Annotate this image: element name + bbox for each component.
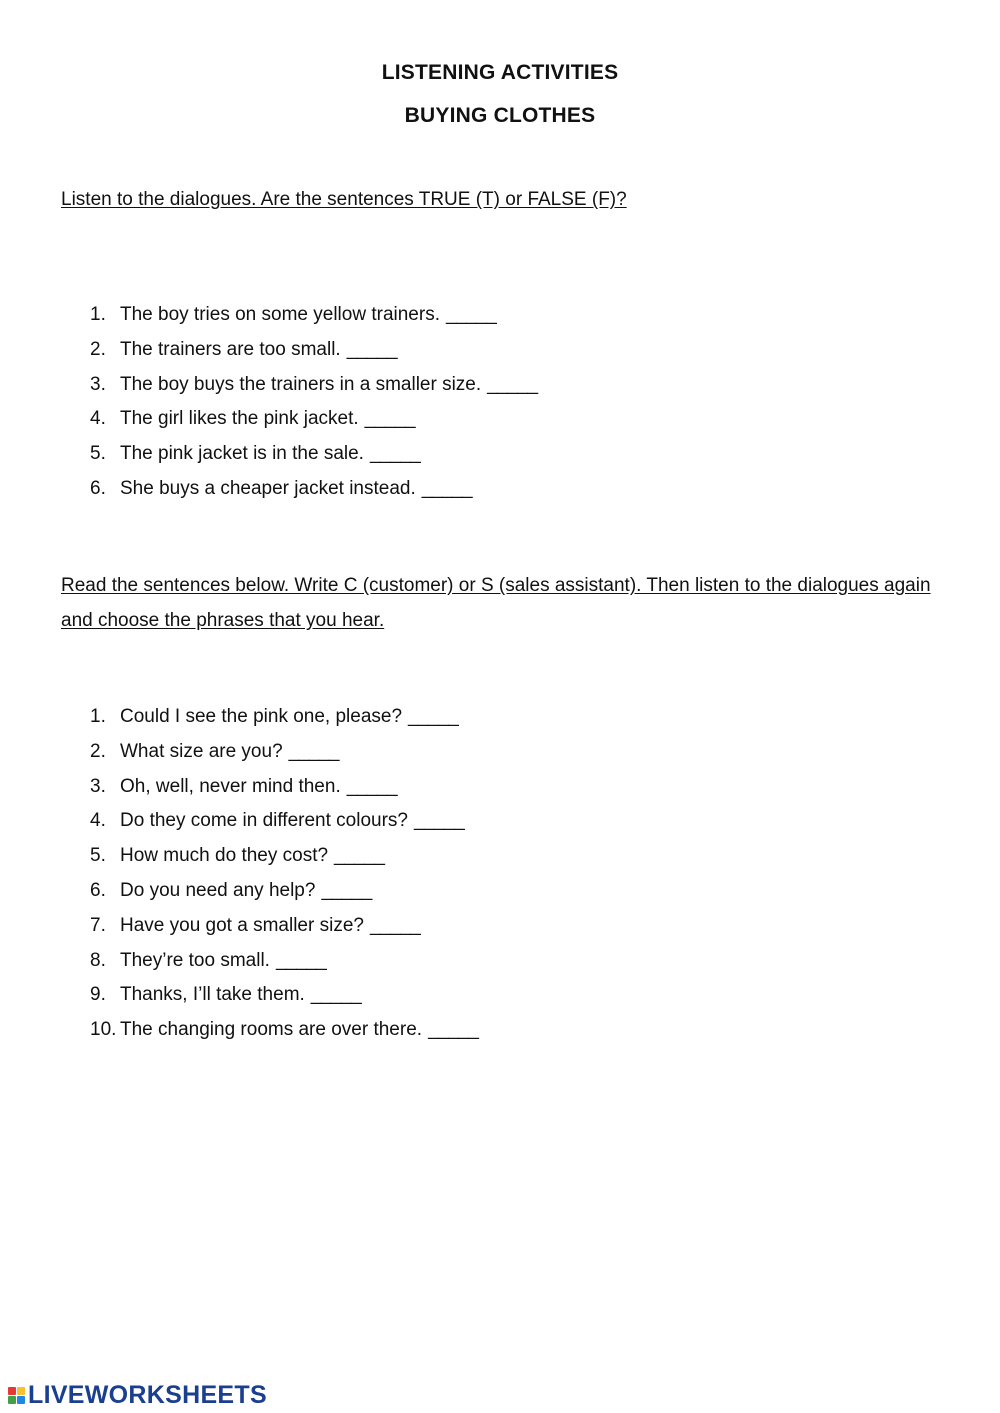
logo-block bbox=[8, 1396, 16, 1404]
question-number: 1. bbox=[90, 706, 106, 727]
list-item bbox=[90, 368, 538, 403]
answer-blank[interactable]: _____ bbox=[310, 984, 362, 1006]
answer-blank[interactable]: _____ bbox=[408, 706, 459, 727]
list-item bbox=[90, 735, 478, 770]
question-text: Could I see the pink one, please? bbox=[120, 706, 403, 727]
question-text: The changing rooms are over there. bbox=[120, 1019, 423, 1041]
question-text: The pink jacket is in the sale. bbox=[120, 443, 364, 465]
customer-assistant-question-list bbox=[90, 700, 478, 1048]
answer-blank[interactable]: _____ bbox=[413, 810, 465, 832]
list-item bbox=[90, 944, 478, 979]
list-item bbox=[90, 978, 478, 1013]
list-item bbox=[90, 402, 538, 437]
list-item bbox=[90, 909, 478, 944]
question-text: Do they come in different colours? bbox=[120, 810, 408, 832]
answer-blank[interactable]: _____ bbox=[445, 304, 497, 325]
page-subtitle: BUYING CLOTHES bbox=[404, 104, 596, 127]
list-item bbox=[90, 700, 478, 735]
answer-blank[interactable]: _____ bbox=[334, 845, 385, 867]
question-number: 2. bbox=[90, 338, 106, 360]
logo-block bbox=[8, 1387, 16, 1395]
question-number: 3. bbox=[90, 775, 106, 797]
question-number: 10. bbox=[90, 1019, 117, 1041]
answer-blank[interactable]: _____ bbox=[369, 914, 421, 936]
list-item bbox=[90, 874, 478, 909]
logo-block bbox=[17, 1396, 25, 1404]
question-text: What size are you? bbox=[120, 740, 283, 762]
question-text: Thanks, I’ll take them. bbox=[120, 984, 305, 1006]
question-number: 4. bbox=[90, 810, 106, 832]
list-item bbox=[90, 298, 538, 333]
answer-blank[interactable]: _____ bbox=[346, 338, 398, 360]
question-number: 3. bbox=[90, 373, 106, 395]
answer-blank[interactable]: _____ bbox=[428, 1019, 479, 1041]
question-number: 5. bbox=[90, 443, 106, 465]
question-text: Have you got a smaller size? bbox=[120, 914, 364, 936]
section2-instruction: Read the sentences below. Write C (customer) or S (sales assistant). Then listen to the dialogues again and choose the phrases that you hear. bbox=[61, 575, 931, 631]
answer-blank[interactable]: _____ bbox=[421, 477, 473, 499]
question-number: 1. bbox=[90, 304, 106, 325]
question-number: 2. bbox=[90, 740, 106, 762]
answer-blank[interactable]: _____ bbox=[275, 949, 327, 971]
question-number: 6. bbox=[90, 879, 106, 901]
list-item bbox=[90, 804, 478, 839]
question-text: She buys a cheaper jacket instead. bbox=[120, 477, 416, 499]
question-text: How much do they cost? bbox=[120, 845, 329, 867]
question-text: They’re too small. bbox=[120, 949, 270, 971]
question-number: 6. bbox=[90, 477, 106, 499]
question-number: 7. bbox=[90, 914, 106, 936]
question-number: 4. bbox=[90, 408, 106, 430]
list-item bbox=[90, 770, 478, 805]
logo-block bbox=[17, 1387, 25, 1395]
question-number: 9. bbox=[90, 984, 106, 1006]
question-text: The boy tries on some yellow trainers. bbox=[120, 304, 440, 325]
section1-instruction: Listen to the dialogues. Are the sentences TRUE (T) or FALSE (F)? bbox=[61, 189, 627, 210]
list-item bbox=[90, 839, 478, 874]
answer-blank[interactable]: _____ bbox=[487, 373, 538, 395]
logo-blocks-icon bbox=[8, 1387, 25, 1404]
list-item bbox=[90, 333, 538, 368]
question-text: The boy buys the trainers in a smaller size. bbox=[120, 373, 482, 395]
list-item bbox=[90, 472, 538, 507]
logo-text: LIVEWORKSHEETS bbox=[28, 1380, 267, 1409]
list-item bbox=[90, 1013, 478, 1048]
liveworksheets-logo bbox=[8, 1381, 267, 1409]
question-number: 5. bbox=[90, 845, 106, 867]
answer-blank[interactable]: _____ bbox=[346, 775, 398, 797]
answer-blank[interactable]: _____ bbox=[369, 443, 421, 465]
answer-blank[interactable]: _____ bbox=[288, 740, 339, 762]
question-text: The trainers are too small. bbox=[120, 338, 341, 360]
question-text: Do you need any help? bbox=[120, 879, 316, 901]
question-text: Oh, well, never mind then. bbox=[120, 775, 341, 797]
question-number: 8. bbox=[90, 949, 106, 971]
answer-blank[interactable]: _____ bbox=[321, 879, 372, 901]
question-text: The girl likes the pink jacket. bbox=[120, 408, 359, 430]
list-item bbox=[90, 437, 538, 472]
page-title: LISTENING ACTIVITIES bbox=[381, 61, 619, 84]
true-false-question-list bbox=[90, 298, 538, 507]
answer-blank[interactable]: _____ bbox=[364, 408, 416, 430]
